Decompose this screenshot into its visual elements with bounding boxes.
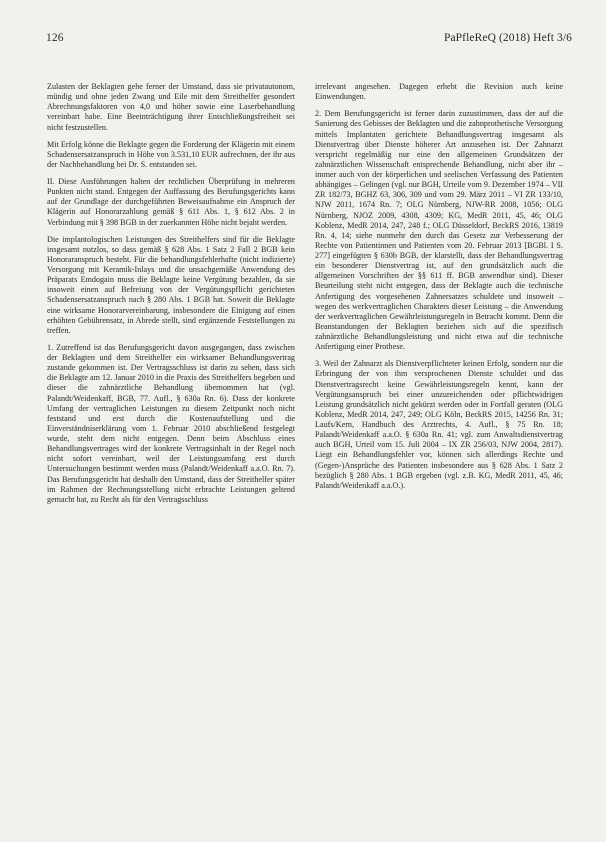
- paragraph: 3. Weil der Zahnarzt als Dienstverpflichteter keinen Erfolg, sondern nur die Erbringung der von ihm versprochenen Dienste schuldet und das Dienstvertragsrecht keine Gewährleistungsregeln kennt, kann der Vergütungsanspruch bei einer unzureichenden oder pflichtwidrigen Leistung grundsätzlich nicht gekürzt werden oder in Fortfall geraten (OLG Koblenz, MedR 2014, 247, 249; OLG Köln, BeckRS 2015, 14256 Rn. 31; Laufs/Kern, Handbuch des Arztrechts, 4. Aufl., § 75 Rn. 18; Palandt/Weidenkaff a.a.O. § 630a Rn. 41; vgl. zum Anwaltsdienstvertrag auch BGH, Urteil vom 15. Juli 2004 – IX ZR 256/03, NJW 2004, 2817). Liegt ein Behandlungsfehler vor, können sich allerdings Rechte und (Gegen-)Ansprüche des Patienten insbesondere aus § 628 Abs. 1 Satz 2 bezüglich § 280 Abs. 1 BGB ergeben (vgl. z.B. KG, MedR 2011, 45, 46; Palandt/Weidenkaff a.a.O.).: [315, 359, 563, 490]
- paragraph: Zulasten der Beklagten gehe ferner der Umstand, dass sie privatautonom, mündig und ohne jeden Zwang und Eile mit dem Streithelfer gesondert Abrechnungsfaktoren von 4,0 und höher sowie eine Laserbehandlung vereinbart habe. Eine Beeinträchtigung ihrer Entschließungsfreiheit sei nicht festzustellen.: [47, 82, 295, 132]
- paragraph: 1. Zutreffend ist das Berufungsgericht davon ausgegangen, dass zwischen der Beklagten und dem Streithelfer ein wirksamer Behandlungsvertrag zustande gekommen ist. Der Vertragsschluss ist darin zu sehen, dass sich die Beklagte am 12. Januar 2010 in die Praxis des Streithelfers begeben und dieser die zahnärztliche Behandlung übernommen hat (vgl. Palandt/Weidenkaff, BGB, 77. Aufl., § 630a Rn. 6). Dass der konkrete Umfang der vertraglichen Leistungen zu diesem Zeitpunkt noch nicht feststand und erst durch die Kostenaufstellung und die Einverständniserklärung vom 1. Februar 2010 abschließend festgelegt wurde, steht dem nicht entgegen. Denn beim Abschluss eines Behandlungsvertrages wird der konkrete Vertragsinhalt in der Regel noch nicht sofort vereinbart, weil der Leistungsumfang erst durch Untersuchungen bestimmt werden muss (Palandt/Weidenkaff a.a.O. Rn. 7). Das Berufungsgericht hat deshalb den Umstand, dass der Streithelfer später im Rahmen der Rechnungsstellung nicht erbrachte Leistungen geltend gemacht hat, zu Recht als für den Vertragsschluss: [47, 342, 295, 504]
- right-column: [315, 82, 563, 498]
- paragraph: II. Diese Ausführungen halten der rechtlichen Überprüfung in mehreren Punkten nicht stand. Entgegen der Auffassung des Berufungsgerichts kann auf der Grundlage der durchgeführten Beweisaufnahme ein Anspruch der Klägerin auf Honorarzahlung gemäß § 611 Abs. 1, § 612 Abs. 2 in Verbindung mit § 398 BGB in der zuerkannten Höhe nicht bejaht werden.: [47, 177, 295, 227]
- page-header: [46, 32, 572, 44]
- journal-title: PaPfleReQ (2018) Heft 3/6: [443, 32, 572, 44]
- page-number: 126: [46, 32, 64, 44]
- paragraph: irrelevant angesehen. Dagegen erhebt die Revision auch keine Einwendungen.: [315, 82, 563, 102]
- paragraph: Mit Erfolg könne die Beklagte gegen die Forderung der Klägerin mit einem Schadensersatzanspruch in Höhe von 3.531,10 EUR aufrechnen, der ihr aus der Nachbehandlung bei Dr. S. entstanden sei.: [47, 139, 295, 169]
- paragraph: Die implantologischen Leistungen des Streithelfers sind für die Beklagte insgesamt nutzlos, so dass gemäß § 628 Abs. 1 Satz 2 Fall 2 BGB kein Honoraranspruch besteht. Für die behandlungsfehlerhafte (nicht indizierte) Versorgung mit Keramik-Inlays und die unsachgemäße Anwendung des Präparats Emdogain muss die Beklagte keine Vergütung bezahlen, da sie insoweit einen auf Befreiung von der Vergütungspflicht gerichteten Schadensersatzanspruch nach § 280 Abs. 1 BGB hat. Soweit die Beklagte eine wirksame Honorarvereinbarung, insbesondere die Einigung auf einen erhöhten Gebührensatz, in Abrede stellt, sind ergänzende Feststellungen zu treffen.: [47, 234, 295, 335]
- left-column: [47, 82, 295, 512]
- paragraph: 2. Dem Berufungsgericht ist ferner darin zuzustimmen, dass der auf die Sanierung des Gebisses der Beklagten und die zahnprothetische Versorgung mittels Implantaten gerichtete Behandlungsvertrag insgesamt als Dienstvertrag über Dienste höherer Art anzusehen ist. Der Zahnarzt verspricht regelmäßig nur eine den allgemeinen Grundsätzen der zahnärztlichen Wissenschaft entsprechende Behandlung, nicht aber ihr – immer auch von der körperlichen und seelischen Verfassung des Patienten abhängiges – Gelingen (vgl. nur BGH, Urteile vom 9. Dezember 1974 – VII ZR 182/73, BGHZ 63, 306, 309 und vom 29. März 2011 – VI ZR 133/10, NJW 2011, 1674 Rn. 7; OLG Nürnberg, NJW-RR 2008, 1056; OLG Nürnberg, NJOZ 2009, 4308, 4309; KG, MedR 2011, 45, 46; OLG Koblenz, MedR 2014, 247, 248 f.; OLG Düsseldorf, BeckRS 2016, 13819 Rn. 4, 14; siehe nunmehr den durch das Gesetz zur Verbesserung der Rechte von Patientinnen und Patienten vom 20. Februar 2013 [BGBl. I S. 277] eingefügten § 630b BGB, der klarstellt, dass der Behandlungsvertrag ein besonderer Dienstvertrag ist, auf den grundsätzlich auch die allgemeinen Vorschriften der §§ 611 ff. BGB anwendbar sind). Dieser Beurteilung steht nicht entgegen, dass der Beklagte auch die technische Anfertigung des vorgesehenen Zahnersatzes schuldete und insoweit – wegen des werkvertraglichen Charakters dieser Leistung – die Anwendung der werkvertraglichen Gewährleistungsregeln in Betracht kommt. Denn die Beanstandungen der Beklagten beziehen sich auf die spezifisch zahnärztliche Behandlungsleistung und nicht etwa auf die technische Anfertigung einer Prothese.: [315, 109, 563, 352]
